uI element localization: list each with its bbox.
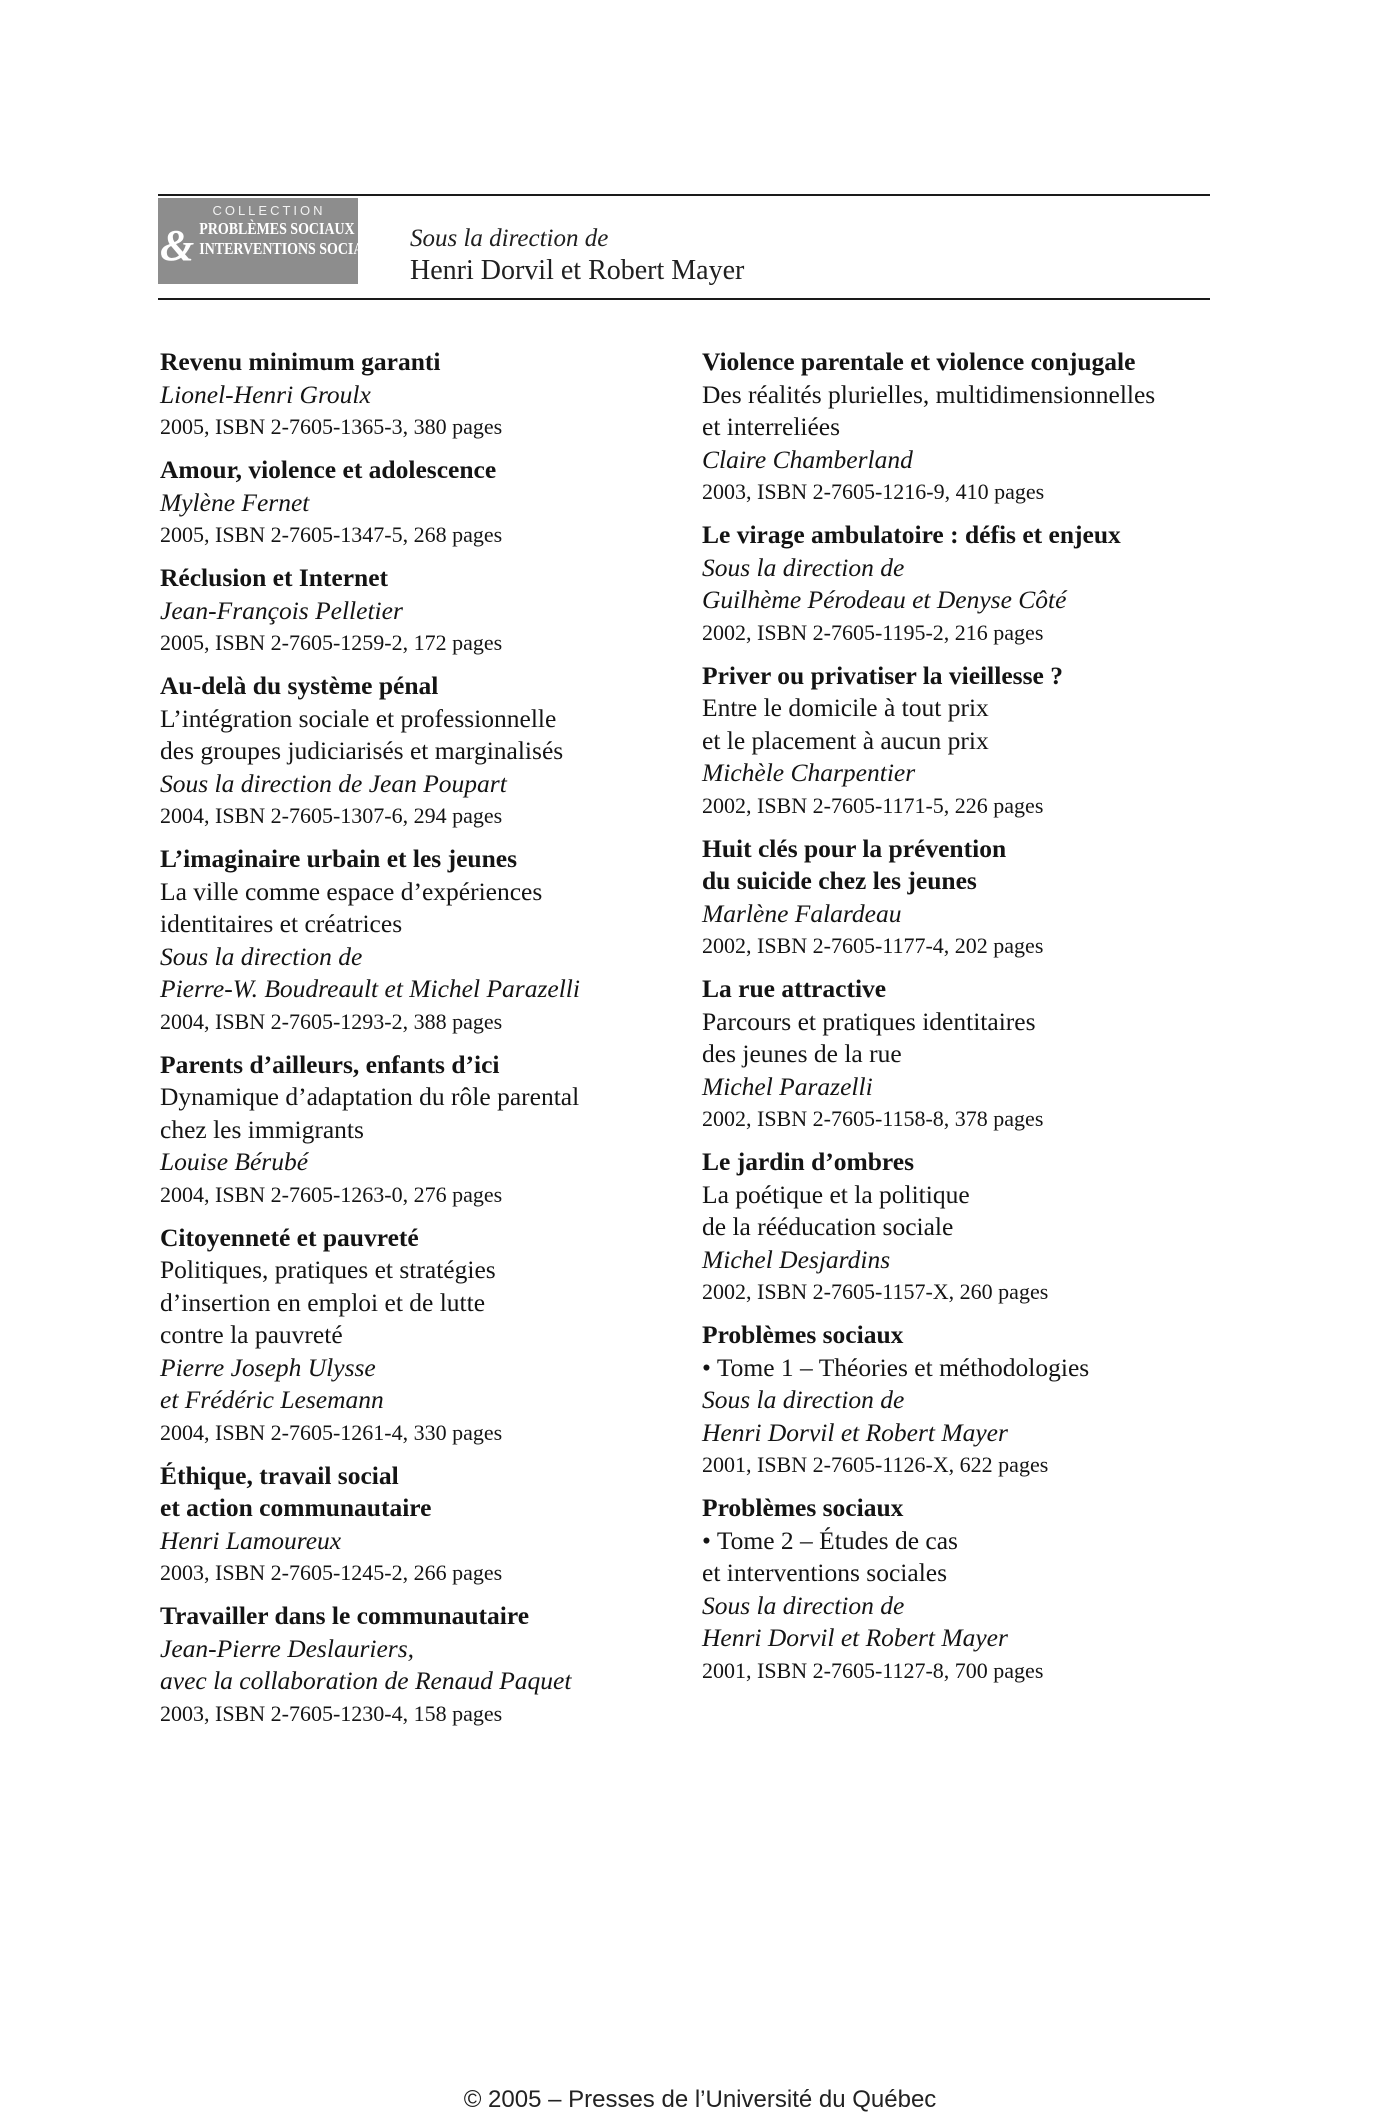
collection-editors: Henri Dorvil et Robert Mayer [410, 255, 745, 286]
book-publication-info: 2004, ISBN 2-7605-1293-2, 388 pages [160, 1008, 503, 1034]
book-entry [160, 346, 680, 442]
book-subtitle: L’intégration sociale et professionnelle [160, 703, 557, 733]
collection-logo [158, 198, 390, 284]
book-entry [702, 973, 1222, 1134]
book-publication-info: 2003, ISBN 2-7605-1230-4, 158 pages [160, 1700, 503, 1726]
book-publication-info: 2004, ISBN 2-7605-1307-6, 294 pages [160, 803, 503, 828]
book-author: Marlène Falardeau [702, 898, 902, 928]
book-subtitle: Dynamique d’adaptation du rôle parental [160, 1082, 580, 1111]
book-author: Sous la direction de [160, 941, 363, 971]
book-entry [702, 833, 1222, 962]
book-publication-info: 2003, ISBN 2-7605-1245-2, 266 pages [160, 1560, 503, 1585]
book-subtitle: des jeunes de la rue [702, 1039, 902, 1068]
book-subtitle: et le placement à aucun prix [702, 725, 989, 755]
book-entry [160, 1222, 680, 1448]
book-subtitle: chez les immigrants [160, 1114, 364, 1144]
book-subtitle: Parcours et pratiques identitaires [702, 1006, 1036, 1036]
book-title: Huit clés pour la prévention [702, 833, 1007, 863]
book-title: Problèmes sociaux [702, 1493, 904, 1522]
book-subtitle: des groupes judiciarisés et marginalisés [160, 736, 564, 765]
direction-label: Sous la direction de [410, 225, 609, 252]
book-publication-info: 2005, ISBN 2-7605-1347-5, 268 pages [160, 522, 503, 547]
book-title: Problèmes sociaux [702, 1320, 904, 1349]
book-author: Michel Parazelli [702, 1071, 873, 1101]
book-entry [702, 1319, 1222, 1480]
book-publication-info: 2003, ISBN 2-7605-1216-9, 410 pages [702, 479, 1045, 504]
book-publication-info: 2005, ISBN 2-7605-1259-2, 172 pages [160, 630, 503, 655]
book-author: Sous la direction de [702, 1590, 905, 1620]
book-subtitle: et interventions sociales [702, 1558, 948, 1587]
book-publication-info: 2002, ISBN 2-7605-1195-2, 216 pages [702, 619, 1044, 645]
book-subtitle: d’insertion en emploi et de lutte [160, 1287, 486, 1317]
book-title: Réclusion et Internet [160, 563, 389, 592]
book-publication-info: 2004, ISBN 2-7605-1263-0, 276 pages [160, 1181, 503, 1207]
book-publication-info: 2002, ISBN 2-7605-1157-X, 260 pages [702, 1279, 1049, 1304]
book-title: Travailler dans le communautaire [160, 1601, 530, 1630]
book-entry [702, 660, 1222, 821]
book-title: Amour, violence et adolescence [160, 455, 497, 484]
book-subtitle: La ville comme espace d’expériences [160, 876, 543, 906]
book-author: Louise Bérubé [160, 1147, 309, 1176]
book-publication-info: 2001, ISBN 2-7605-1127-8, 700 pages [702, 1657, 1044, 1683]
book-title: L’imaginaire urbain et les jeunes [160, 844, 518, 873]
book-title: Éthique, travail social [160, 1460, 399, 1490]
book-publication-info: 2002, ISBN 2-7605-1171-5, 226 pages [702, 792, 1044, 818]
collection-header [410, 224, 744, 288]
book-author: Jean-François Pelletier [160, 595, 403, 625]
header-top-rule [158, 194, 1210, 196]
book-author: Claire Chamberland [702, 444, 913, 474]
book-author: Guilhème Pérodeau et Denyse Côté [702, 585, 1067, 614]
book-author: Jean-Pierre Deslauriers, [160, 1633, 414, 1663]
book-entry [160, 562, 680, 658]
book-author: Pierre-W. Boudreault et Michel Parazelli [160, 974, 580, 1003]
book-author: Sous la direction de [702, 552, 905, 582]
book-entry [702, 346, 1222, 507]
book-author: avec la collaboration de Renaud Paquet [160, 1666, 572, 1695]
book-title: du suicide chez les jeunes [702, 866, 977, 895]
book-author: Michel Desjardins [702, 1244, 891, 1274]
book-author: Sous la direction de [702, 1385, 905, 1414]
book-author: Sous la direction de Jean Poupart [160, 768, 507, 798]
logo-problemes-sociaux: PROBLÈMES SOCIAUX [199, 219, 355, 238]
book-subtitle: • Tome 2 – Études de cas [702, 1525, 958, 1555]
book-subtitle: contre la pauvreté [160, 1320, 343, 1349]
book-title: Au-delà du système pénal [160, 671, 439, 700]
left-column [160, 346, 680, 1741]
book-entry [702, 519, 1222, 648]
book-title: Le virage ambulatoire : défis et enjeux [702, 520, 1121, 549]
book-subtitle: Des réalités plurielles, multidimensionnelles [702, 379, 1156, 409]
book-title: Citoyenneté et pauvreté [160, 1222, 419, 1252]
right-column [702, 346, 1222, 1698]
logo-collection-label: COLLECTION [212, 203, 326, 218]
book-title: Priver ou privatiser la vieillesse ? [702, 660, 1063, 690]
book-author: et Frédéric Lesemann [160, 1385, 384, 1414]
logo-interventions-sociales: INTERVENTIONS SOCIALES [199, 239, 390, 258]
book-author: Mylène Fernet [160, 487, 310, 517]
book-publication-info: 2005, ISBN 2-7605-1365-3, 380 pages [160, 414, 503, 439]
header-bottom-rule [158, 298, 1210, 300]
book-entry [160, 454, 680, 550]
book-entry [702, 1492, 1222, 1686]
logo-ampersand: & [160, 221, 195, 270]
book-subtitle: identitaires et créatrices [160, 909, 403, 938]
book-publication-info: 2004, ISBN 2-7605-1261-4, 330 pages [160, 1419, 503, 1445]
book-title: Le jardin d’ombres [702, 1147, 915, 1176]
book-subtitle: de la rééducation sociale [702, 1212, 954, 1241]
book-subtitle: Politiques, pratiques et stratégies [160, 1255, 496, 1284]
book-subtitle: La poétique et la politique [702, 1179, 970, 1209]
book-entry [702, 1146, 1222, 1307]
book-publication-info: 2002, ISBN 2-7605-1158-8, 378 pages [702, 1106, 1044, 1131]
book-title: Parents d’ailleurs, enfants d’ici [160, 1049, 500, 1079]
book-title: La rue attractive [702, 974, 887, 1003]
book-entry [160, 1049, 680, 1210]
book-author: Henri Lamoureux [160, 1525, 342, 1555]
book-entry [160, 1600, 680, 1729]
book-entry [160, 843, 680, 1037]
book-publication-info: 2001, ISBN 2-7605-1126-X, 622 pages [702, 1452, 1049, 1477]
book-subtitle: • Tome 1 – Théories et méthodologies [702, 1352, 1090, 1382]
book-entry [160, 1460, 680, 1589]
book-entry [160, 670, 680, 831]
book-author: Lionel-Henri Groulx [160, 379, 371, 409]
book-title: et action communautaire [160, 1493, 432, 1522]
book-publication-info: 2002, ISBN 2-7605-1177-4, 202 pages [702, 933, 1044, 958]
book-author: Henri Dorvil et Robert Mayer [702, 1623, 1008, 1652]
book-subtitle: et interreliées [702, 412, 841, 441]
book-subtitle: Entre le domicile à tout prix [702, 693, 989, 722]
book-title: Revenu minimum garanti [160, 347, 441, 376]
copyright-footer: © 2005 – Presses de l’Université du Québec [463, 2086, 937, 2113]
book-author: Michèle Charpentier [702, 758, 916, 787]
book-title: Violence parentale et violence conjugale [702, 347, 1136, 376]
book-author: Henri Dorvil et Robert Mayer [702, 1417, 1008, 1447]
book-author: Pierre Joseph Ulysse [160, 1352, 376, 1382]
